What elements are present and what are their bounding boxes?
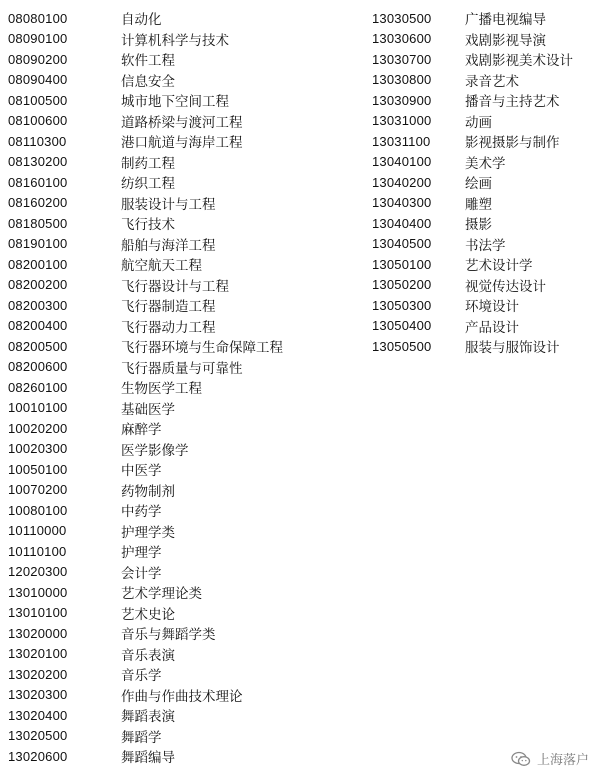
major-row (372, 295, 596, 316)
major-code: 13031000 (372, 113, 432, 129)
major-code: 13050400 (372, 318, 432, 334)
major-name: 飞行器动力工程 (121, 319, 216, 336)
major-name: 产品设计 (465, 319, 519, 336)
major-row (8, 480, 298, 501)
wechat-icon (511, 751, 531, 767)
major-row (8, 377, 298, 398)
major-name: 港口航道与海岸工程 (121, 135, 243, 152)
major-name: 动画 (465, 114, 492, 131)
major-code: 13040500 (372, 236, 432, 252)
major-code: 13050100 (372, 256, 432, 272)
major-name: 飞行器质量与可靠性 (121, 360, 243, 377)
major-row (8, 275, 298, 296)
major-name: 软件工程 (121, 53, 175, 70)
major-row (8, 357, 298, 378)
major-row (8, 213, 298, 234)
major-name: 舞蹈编导 (121, 750, 175, 767)
major-row (8, 90, 298, 111)
major-row (372, 90, 596, 111)
major-name: 音乐学 (121, 668, 162, 685)
major-code: 13020300 (8, 687, 68, 703)
major-name: 护理学 (121, 545, 162, 562)
major-name: 录音艺术 (465, 73, 519, 90)
major-row (8, 131, 298, 152)
major-name: 影视摄影与制作 (465, 135, 560, 152)
major-name: 广播电视编导 (465, 12, 546, 29)
major-name: 船舶与海洋工程 (121, 237, 216, 254)
major-code: 13020200 (8, 666, 68, 682)
major-name: 自动化 (121, 12, 162, 29)
major-row (8, 234, 298, 255)
major-row (8, 623, 298, 644)
major-code: 13020400 (8, 707, 68, 723)
major-row (8, 582, 298, 603)
major-code: 10110100 (8, 543, 67, 559)
major-row (8, 172, 298, 193)
major-code: 13040100 (372, 154, 432, 170)
major-row (372, 111, 596, 132)
major-name: 飞行器环境与生命保障工程 (121, 340, 283, 357)
major-row (8, 29, 298, 50)
major-row (8, 295, 298, 316)
major-row (372, 336, 596, 357)
major-row (8, 336, 298, 357)
major-name: 护理学类 (121, 524, 175, 541)
major-code: 08110300 (8, 133, 67, 149)
major-name: 作曲与作曲技术理论 (121, 688, 243, 705)
major-name: 城市地下空间工程 (121, 94, 229, 111)
major-name: 舞蹈表演 (121, 709, 175, 726)
major-name: 书法学 (465, 237, 506, 254)
major-row (8, 664, 298, 685)
major-name: 美术学 (465, 155, 506, 172)
major-name: 雕塑 (465, 196, 492, 213)
major-name: 中医学 (121, 463, 162, 480)
major-code: 13010100 (8, 605, 68, 621)
major-code: 13030800 (372, 72, 432, 88)
major-name: 医学影像学 (121, 442, 189, 459)
major-name: 基础医学 (121, 401, 175, 418)
major-name: 航空航天工程 (121, 258, 202, 275)
major-code: 08160100 (8, 174, 68, 190)
major-name: 绘画 (465, 176, 492, 193)
major-name: 艺术史论 (121, 606, 175, 623)
major-row (8, 644, 298, 665)
major-row (372, 193, 596, 214)
major-row (372, 8, 596, 29)
major-name: 道路桥梁与渡河工程 (121, 114, 243, 131)
major-row (372, 275, 596, 296)
major-code: 08090200 (8, 51, 68, 67)
major-name: 飞行器设计与工程 (121, 278, 229, 295)
major-row (8, 459, 298, 480)
major-row (8, 49, 298, 70)
major-code: 08090400 (8, 72, 68, 88)
major-name: 视觉传达设计 (465, 278, 546, 295)
major-code: 13020100 (8, 646, 68, 662)
left-column (8, 8, 298, 767)
major-name: 服装设计与工程 (121, 196, 216, 213)
major-code: 08200500 (8, 338, 68, 354)
major-name: 艺术学理论类 (121, 586, 202, 603)
major-row (372, 234, 596, 255)
major-row (8, 152, 298, 173)
major-row (8, 398, 298, 419)
major-row (372, 152, 596, 173)
major-name: 舞蹈学 (121, 729, 162, 746)
major-row (8, 726, 298, 747)
major-code: 13040300 (372, 195, 432, 211)
major-code: 13030500 (372, 10, 432, 26)
major-name: 播音与主持艺术 (465, 94, 560, 111)
major-row (372, 29, 596, 50)
major-code: 13040200 (372, 174, 432, 190)
major-name: 飞行器制造工程 (121, 299, 216, 316)
major-code: 13010000 (8, 584, 68, 600)
major-code: 08090100 (8, 31, 68, 47)
major-name: 音乐与舞蹈学类 (121, 627, 216, 644)
major-row (372, 254, 596, 275)
major-name: 服装与服饰设计 (465, 340, 560, 357)
major-row (8, 562, 298, 583)
major-row (372, 131, 596, 152)
major-code: 08080100 (8, 10, 68, 26)
major-row (8, 705, 298, 726)
major-code: 13050500 (372, 338, 432, 354)
major-row (8, 746, 298, 767)
major-code: 10080100 (8, 502, 68, 518)
major-name: 环境设计 (465, 299, 519, 316)
major-name: 戏剧影视导演 (465, 32, 546, 49)
major-code: 08260100 (8, 379, 68, 395)
major-code: 13030900 (372, 92, 432, 108)
major-name: 信息安全 (121, 73, 175, 90)
right-column (372, 8, 596, 357)
major-code: 13040400 (372, 215, 432, 231)
major-code: 10050100 (8, 461, 68, 477)
major-name: 中药学 (121, 504, 162, 521)
major-row (8, 685, 298, 706)
major-row (8, 603, 298, 624)
major-code: 08190100 (8, 236, 68, 252)
major-name: 麻醉学 (121, 422, 162, 439)
major-row (8, 541, 298, 562)
major-code: 08200400 (8, 318, 68, 334)
major-code: 13050200 (372, 277, 432, 293)
major-name: 戏剧影视美术设计 (465, 53, 573, 70)
major-code: 13020500 (8, 728, 68, 744)
major-row (8, 111, 298, 132)
watermark (511, 749, 589, 768)
major-code: 13030700 (372, 51, 432, 67)
major-name: 制药工程 (121, 155, 175, 172)
major-row (8, 193, 298, 214)
major-code: 08180500 (8, 215, 68, 231)
major-row (8, 254, 298, 275)
major-name: 摄影 (465, 217, 492, 234)
major-row (8, 418, 298, 439)
major-code: 12020300 (8, 564, 68, 580)
major-row (372, 213, 596, 234)
major-code: 13020000 (8, 625, 68, 641)
major-code: 08200300 (8, 297, 68, 313)
major-row (8, 439, 298, 460)
major-row (8, 8, 298, 29)
major-code: 08100600 (8, 113, 68, 129)
major-row (372, 70, 596, 91)
major-name: 艺术设计学 (465, 258, 533, 275)
major-code: 10020300 (8, 441, 68, 457)
major-code: 08100500 (8, 92, 68, 108)
major-code: 08200200 (8, 277, 68, 293)
major-row (372, 172, 596, 193)
major-name: 药物制剂 (121, 483, 175, 500)
major-code: 08200600 (8, 359, 68, 375)
major-code: 08200100 (8, 256, 68, 272)
major-row (8, 521, 298, 542)
major-name: 生物医学工程 (121, 381, 202, 398)
major-name: 飞行技术 (121, 217, 175, 234)
major-code: 08160200 (8, 195, 68, 211)
major-code: 10110000 (8, 523, 67, 539)
major-code: 10070200 (8, 482, 68, 498)
major-code: 13020600 (8, 748, 68, 764)
major-row (8, 500, 298, 521)
major-row (372, 49, 596, 70)
watermark-text: 上海落户 (536, 753, 589, 768)
major-name: 纺织工程 (121, 176, 175, 193)
major-code: 13050300 (372, 297, 432, 313)
major-code: 10010100 (8, 400, 68, 416)
major-name: 会计学 (121, 565, 162, 582)
major-row (8, 316, 298, 337)
major-name: 计算机科学与技术 (121, 32, 229, 49)
major-row (8, 70, 298, 91)
major-name: 音乐表演 (121, 647, 175, 664)
major-code: 13031100 (372, 133, 431, 149)
major-row (372, 316, 596, 337)
major-code: 13030600 (372, 31, 432, 47)
major-code: 10020200 (8, 420, 68, 436)
major-code: 08130200 (8, 154, 68, 170)
